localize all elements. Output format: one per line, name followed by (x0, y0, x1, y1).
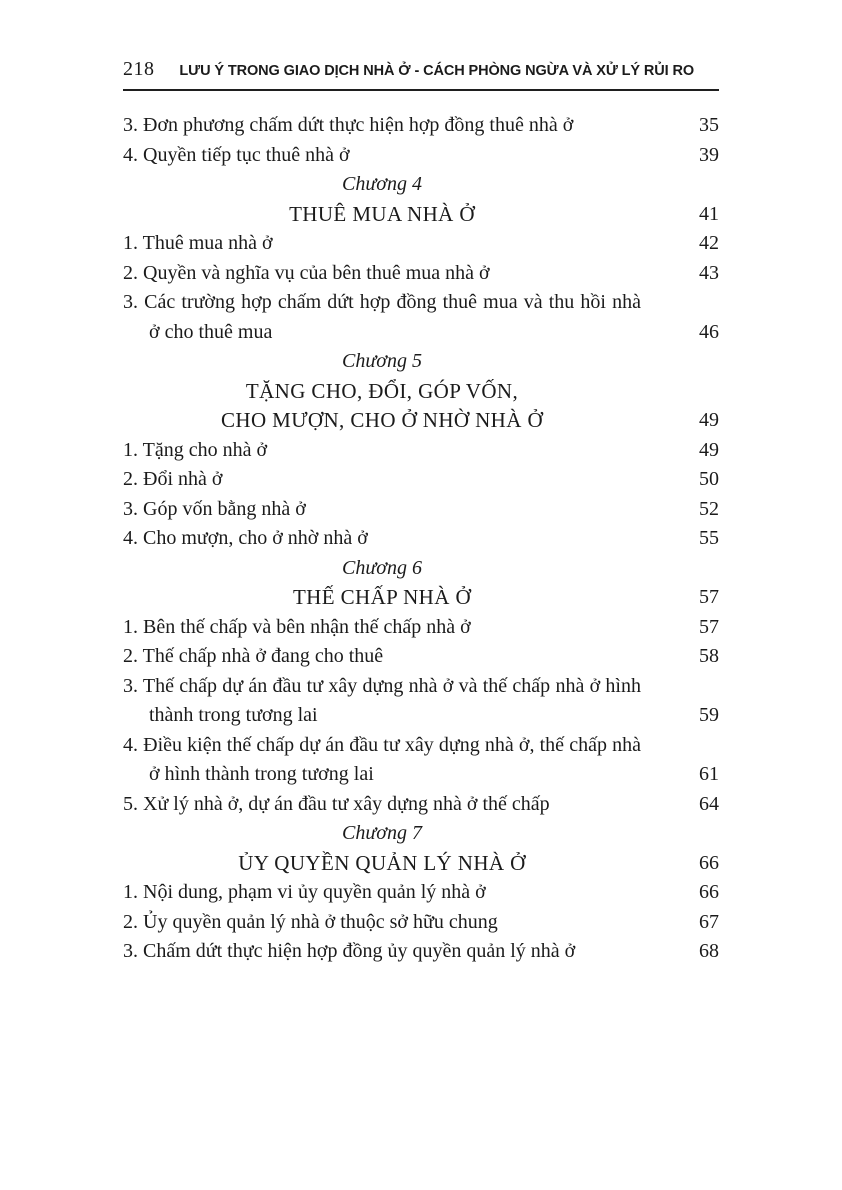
toc-entry (123, 111, 719, 141)
entry-page-number: 66 (699, 881, 719, 903)
chapter-heading (123, 554, 719, 584)
entry-text: TẶNG CHO, ĐỔI, GÓP VỐN, (245, 378, 519, 403)
toc-entry (123, 642, 719, 672)
chapter-title (123, 200, 719, 230)
chapter-title (123, 377, 719, 407)
chapter-heading (123, 170, 719, 200)
page-header (123, 58, 719, 91)
entry-text: 1. Nội dung, phạm vi ủy quyền quản lý nhà ở (123, 881, 486, 903)
toc-entry (123, 465, 719, 495)
toc-entry (123, 878, 719, 908)
entry-text: 2. Thế chấp nhà ở đang cho thuê (123, 645, 384, 667)
entry-page-number: 57 (699, 615, 719, 638)
running-title: LƯU Ý TRONG GIAO DỊCH NHÀ Ở - CÁCH PHÒNG NGỪA VÀ XỬ LÝ RỦI RO (179, 63, 695, 79)
entry-page-number: 43 (699, 261, 719, 284)
chapter-heading (123, 819, 719, 849)
toc-entry (123, 259, 719, 289)
entry-text: 1. Tặng cho nhà ở (123, 438, 268, 461)
toc-entry (123, 524, 719, 554)
entry-page-number: 66 (699, 851, 719, 874)
entry-text: 3. Góp vốn bằng nhà ở (123, 497, 306, 520)
entry-text: 3. Đơn phương chấm dứt thực hiện hợp đồng thuê nhà ở (123, 114, 574, 136)
entry-page-number: 64 (699, 792, 719, 815)
entry-page-number: 41 (699, 202, 719, 225)
entry-text: Chương 4 (342, 173, 422, 195)
toc-entry (123, 613, 719, 643)
entry-text: 2. Ủy quyền quản lý nhà ở thuộc sở hữu chung (123, 910, 498, 933)
toc-entry (123, 288, 719, 347)
entry-text: Chương 6 (342, 556, 422, 579)
entry-text: 3. Thế chấp dự án đầu tư xây dựng nhà ở và thế chấp nhà ở hình thành trong tương lai (123, 674, 641, 726)
entry-text: THẾ CHẤP NHÀ Ở (292, 585, 472, 609)
entry-page-number: 61 (699, 763, 719, 785)
entry-text: 2. Đổi nhà ở (123, 468, 223, 490)
toc-entry (123, 436, 719, 466)
toc-entry (123, 495, 719, 525)
entry-page-number: 58 (699, 645, 719, 667)
entry-page-number: 49 (699, 438, 719, 461)
entry-text: 5. Xử lý nhà ở, dự án đầu tư xây dựng nhà ở thế chấp (123, 792, 550, 815)
toc-entry (123, 731, 719, 790)
entry-text: THUÊ MUA NHÀ Ở (289, 201, 475, 226)
entry-text: 4. Điều kiện thế chấp dự án đầu tư xây dựng nhà ở, thế chấp nhà ở hình thành trong tương lai (123, 733, 641, 785)
entry-page-number: 67 (699, 910, 719, 933)
entry-text: 1. Bên thế chấp và bên nhận thế chấp nhà ở (123, 615, 471, 638)
entry-text: 2. Quyền và nghĩa vụ của bên thuê mua nhà ở (123, 261, 490, 284)
entry-text: 1. Thuê mua nhà ở (123, 232, 273, 254)
entry-text: 4. Quyền tiếp tục thuê nhà ở (123, 143, 350, 166)
table-of-contents (123, 111, 719, 967)
entry-page-number: 55 (699, 527, 719, 549)
toc-entry (123, 229, 719, 259)
chapter-title (123, 406, 719, 436)
entry-text: Chương 5 (342, 350, 422, 372)
entry-text: ỦY QUYỀN QUẢN LÝ NHÀ Ở (238, 850, 526, 875)
entry-page-number: 49 (699, 409, 719, 431)
chapter-title (123, 849, 719, 879)
entry-page-number: 50 (699, 468, 719, 490)
page-number: 218 (123, 58, 155, 80)
toc-entry (123, 141, 719, 171)
entry-page-number: 68 (699, 940, 719, 962)
entry-page-number: 52 (699, 497, 719, 520)
toc-entry (123, 790, 719, 820)
entry-text: Chương 7 (342, 822, 422, 844)
chapter-heading (123, 347, 719, 377)
entry-text: 3. Chấm dứt thực hiện hợp đồng ủy quyền quản lý nhà ở (123, 940, 576, 962)
entry-page-number: 59 (699, 704, 719, 726)
entry-page-number: 35 (699, 114, 719, 136)
entry-text: CHO MƯỢN, CHO Ở NHỜ NHÀ Ở (220, 408, 544, 432)
toc-entry (123, 908, 719, 938)
entry-text: 4. Cho mượn, cho ở nhờ nhà ở (123, 527, 368, 549)
toc-entry (123, 937, 719, 967)
toc-entry (123, 672, 719, 731)
entry-page-number: 42 (699, 232, 719, 254)
chapter-title (123, 583, 719, 613)
entry-text: 3. Các trường hợp chấm dứt hợp đồng thuê mua và thu hồi nhà ở cho thuê mua (123, 291, 641, 343)
entry-page-number: 57 (699, 586, 719, 608)
entry-page-number: 39 (699, 143, 719, 166)
entry-page-number: 46 (699, 320, 719, 343)
